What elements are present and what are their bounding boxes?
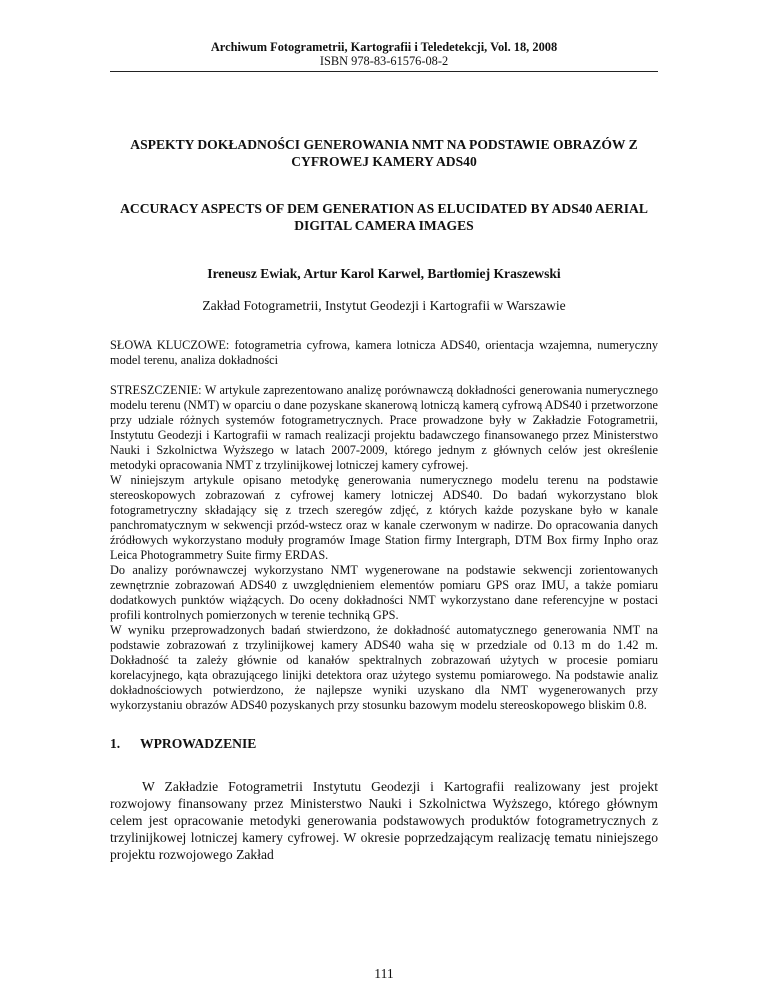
header-rule	[110, 71, 658, 72]
abstract-paragraph: W niniejszym artykule opisano metodykę generowania numerycznego modelu terenu na podstawie stereoskopowych zobrazowań z cyfrowej kamery lotniczej ADS40. Do badań wykorzystano blok fotogrametryczny składający się z trzech szeregów zdjęć, z których każde pozyskane było w kanale panchromatycznym w sekwencji przód-wstecz oraz w kanale czerwonym w nadirze. Do opracowania danych źródłowych wykorzystano moduły programów Image Station firmy Intergraph, DTM Box firmy Inpho oraz Leica Photogrammetry Suite firmy ERDAS.	[110, 473, 658, 562]
abstract-paragraph: W wyniku przeprowadzonych badań stwierdzono, że dokładność automatycznego generowania NMT na podstawie zobrazowań z trzylinijkowej kamery ADS40 waha się w przedziale od 0.13 m do 1.42 m. Dokładność ta zależy głównie od kanałów spektralnych zobrazowań użytych w procesie pomiaru korelacyjnego, kąta obrazującego linijki detektora oraz użytego systemu pomiarowego. Na podstawie analiz dokładnościowych potwierdzono, że najlepsze wyniki uzyskano dla NMT wygenerowanych przy wykorzystaniu obrazów ADS40 pozyskanych przy stosunku bazowym modelu stereoskopowego bliskim 0.8.	[110, 623, 658, 712]
section-title: WPROWADZENIE	[140, 736, 257, 751]
abstract-paragraph: Do analizy porównawczej wykorzystano NMT wygenerowane na podstawie sekwencji zorientowanych zewnętrznie zobrazowań ADS40 z uwzględnieniem elementów pomiaru GPS oraz IMU, a także pomiaru dodatkowych punktów wiążących. Do oceny dokładności NMT wykorzystano dane referencyjne w postaci profili kontrolnych pomierzonych w terenie techniką GPS.	[110, 563, 658, 622]
page-number: 111	[374, 966, 394, 981]
affiliation: Zakład Fotogrametrii, Instytut Geodezji i Kartografii w Warszawie	[202, 298, 566, 313]
page	[110, 40, 658, 863]
authors: Ireneusz Ewiak, Artur Karol Karwel, Bartłomiej Kraszewski	[207, 266, 561, 281]
running-header	[110, 40, 658, 72]
abstract	[110, 383, 658, 713]
abstract-paragraph: STRESZCZENIE: W artykule zaprezentowano analizę porównawczą dokładności generowania numerycznego modelu terenu (NMT) w oparciu o dane pozyskane skanerową lotniczą kamerą cyfrową ADS40 i przetworzone przy udziale różnych systemów fotogrametrycznych. Prace prowadzone były w Zakładzie Fotogrametrii, Instytutu Geodezji i Kartografii w ramach realizacji projektu badawczego finansowanego przez Ministerstwo Nauki i Szkolnictwa Wyższego w latach 2007-2009, którego jednym z głównych celów jest określenie metodyki opracowania NMT z trzylinijkowej lotniczej kamery cyfrowej.	[110, 383, 658, 472]
isbn: ISBN 978-83-61576-08-2	[319, 54, 449, 68]
journal-title: Archiwum Fotogrametrii, Kartografii i Teledetekcji, Vol. 18, 2008	[210, 40, 558, 54]
section-heading	[110, 736, 658, 752]
intro-paragraph: W Zakładzie Fotogrametrii Instytutu Geodezji i Kartografii realizowany jest projekt rozwojowy finansowany przez Ministerstwo Nauki i Szkolnictwa Wyższego, którego głównym celem jest opracowanie metodyki generowania podstawowych produktów fotogrametrycznych z trzylinijkowej lotniczej kamery cyfrowej. W okresie poprzedzającym realizację tematu niniejszego projektu rozwojowego Zakład	[110, 779, 658, 862]
keywords: SŁOWA KLUCZOWE: fotogrametria cyfrowa, kamera lotnicza ADS40, orientacja wzajemna, numeryczny model terenu, analiza dokładności	[110, 338, 658, 367]
section-number: 1.	[110, 736, 121, 751]
title-english: ACCURACY ASPECTS OF DEM GENERATION AS ELUCIDATED BY ADS40 AERIAL DIGITAL CAMERA IMAGES	[120, 201, 648, 233]
title-polish: ASPEKTY DOKŁADNOŚCI GENEROWANIA NMT NA PODSTAWIE OBRAZÓW Z CYFROWEJ KAMERY ADS40	[130, 137, 638, 169]
